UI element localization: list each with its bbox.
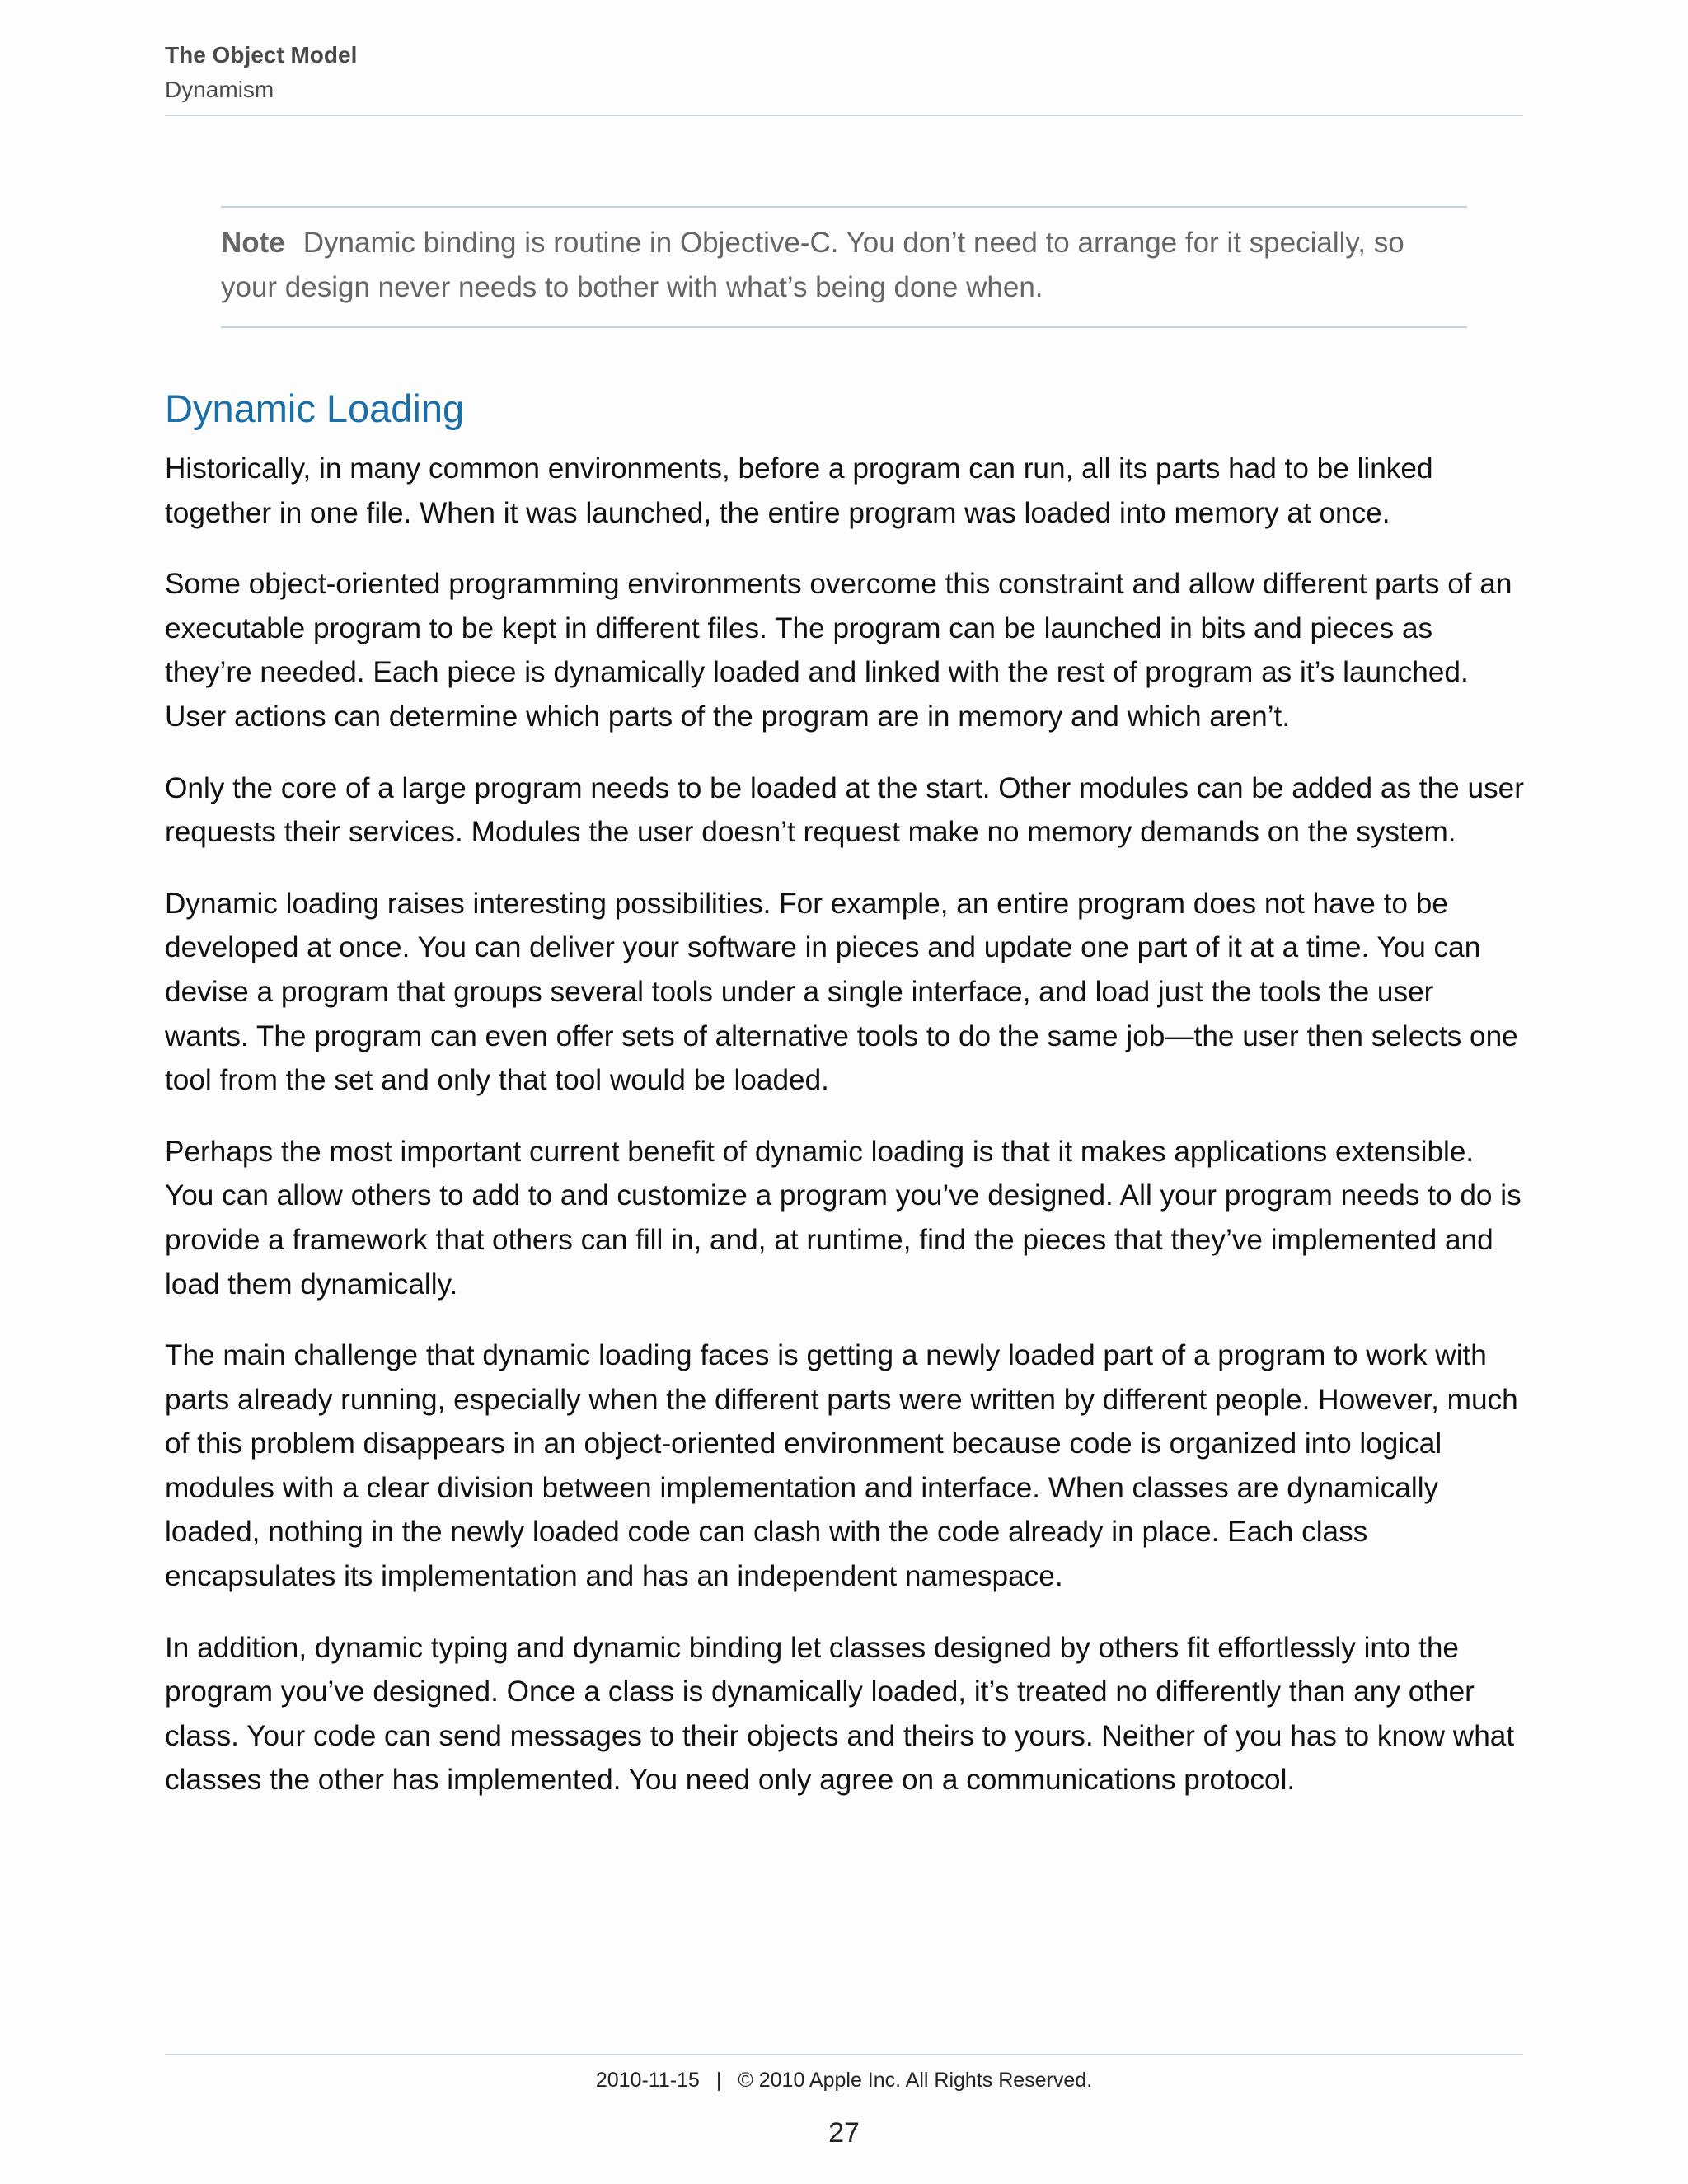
paragraph: Dynamic loading raises interesting possibilities. For example, an entire program does not have to be developed at once. You can deliver your software in pieces and update one part of it at a time. You can devise a program that groups several tools under a single interface, and load just the tools the user wants. The program can even offer sets of alternative tools to do the same job—the user then selects one tool from the set and only that tool would be loaded. (165, 887, 1518, 1097)
paragraph: Some object-oriented programming environments overcome this constraint and allow different parts of an executable program to be kept in different files. The program can be launched in bits and pieces as they’re needed. Each piece is dynamically loaded and linked with the rest of program as it’s launched. User actions can determine which parts of the program are in memory and which aren’t. (165, 568, 1512, 733)
note-callout (221, 206, 1467, 328)
paragraph: The main challenge that dynamic loading faces is getting a newly loaded part of a program to work with parts already running, especially when the different parts were written by different people. However, much of this problem disappears in an object-oriented environment because code is organized into logical modules with a clear division between implementation and interface. When classes are dynamically loaded, nothing in the newly loaded code can clash with the code already in place. Each class encapsulates its implementation and has an independent namespace. (165, 1339, 1518, 1593)
note-paragraph (221, 221, 1467, 310)
footer-divider (165, 2054, 1523, 2055)
section-heading: Dynamic Loading (165, 387, 465, 430)
paragraph: Only the core of a large program needs to be loaded at the start. Other modules can be added as the user requests their services. Modules the user doesn’t request make no memory demands on the system. (165, 771, 1524, 849)
footer-separator: | (715, 2069, 722, 2092)
footer-copyright: © 2010 Apple Inc. All Rights Reserved. (738, 2069, 1093, 2092)
paragraph: Historically, in many common environments, before a program can run, all its parts had to be linked together in one file. When it was launched, the entire program was loaded into memory at once. (165, 452, 1433, 529)
paragraph: In addition, dynamic typing and dynamic binding let classes designed by others fit effortlessly into the program you’ve designed. Once a class is dynamically loaded, it’s treated no differently than any other class. Your code can send messages to their objects and theirs to yours. Neither of you has to know what classes the other has implemented. You need only agree on a communications protocol. (165, 1631, 1515, 1797)
running-header (165, 40, 1523, 105)
chapter-title: The Object Model (165, 42, 358, 68)
section-title: Dynamism (165, 77, 274, 102)
paragraph: Perhaps the most important current benefit of dynamic loading is that it makes applications extensible. You can allow others to add to and customize a program you’ve designed. All your program needs to do is provide a framework that others can fill in, and, at runtime, find the pieces that they’ve implemented and load them dynamically. (165, 1135, 1522, 1301)
header-divider (165, 115, 1523, 116)
note-text: Dynamic binding is routine in Objective-C. You don’t need to arrange for it specially, so your design never needs to bother with what’s being done when. (221, 227, 1404, 303)
body-text (165, 447, 1525, 1830)
footer-date: 2010-11-15 (595, 2069, 700, 2092)
footer (0, 2065, 1688, 2095)
note-label: Note (221, 227, 285, 259)
page-number: 27 (828, 2117, 860, 2149)
